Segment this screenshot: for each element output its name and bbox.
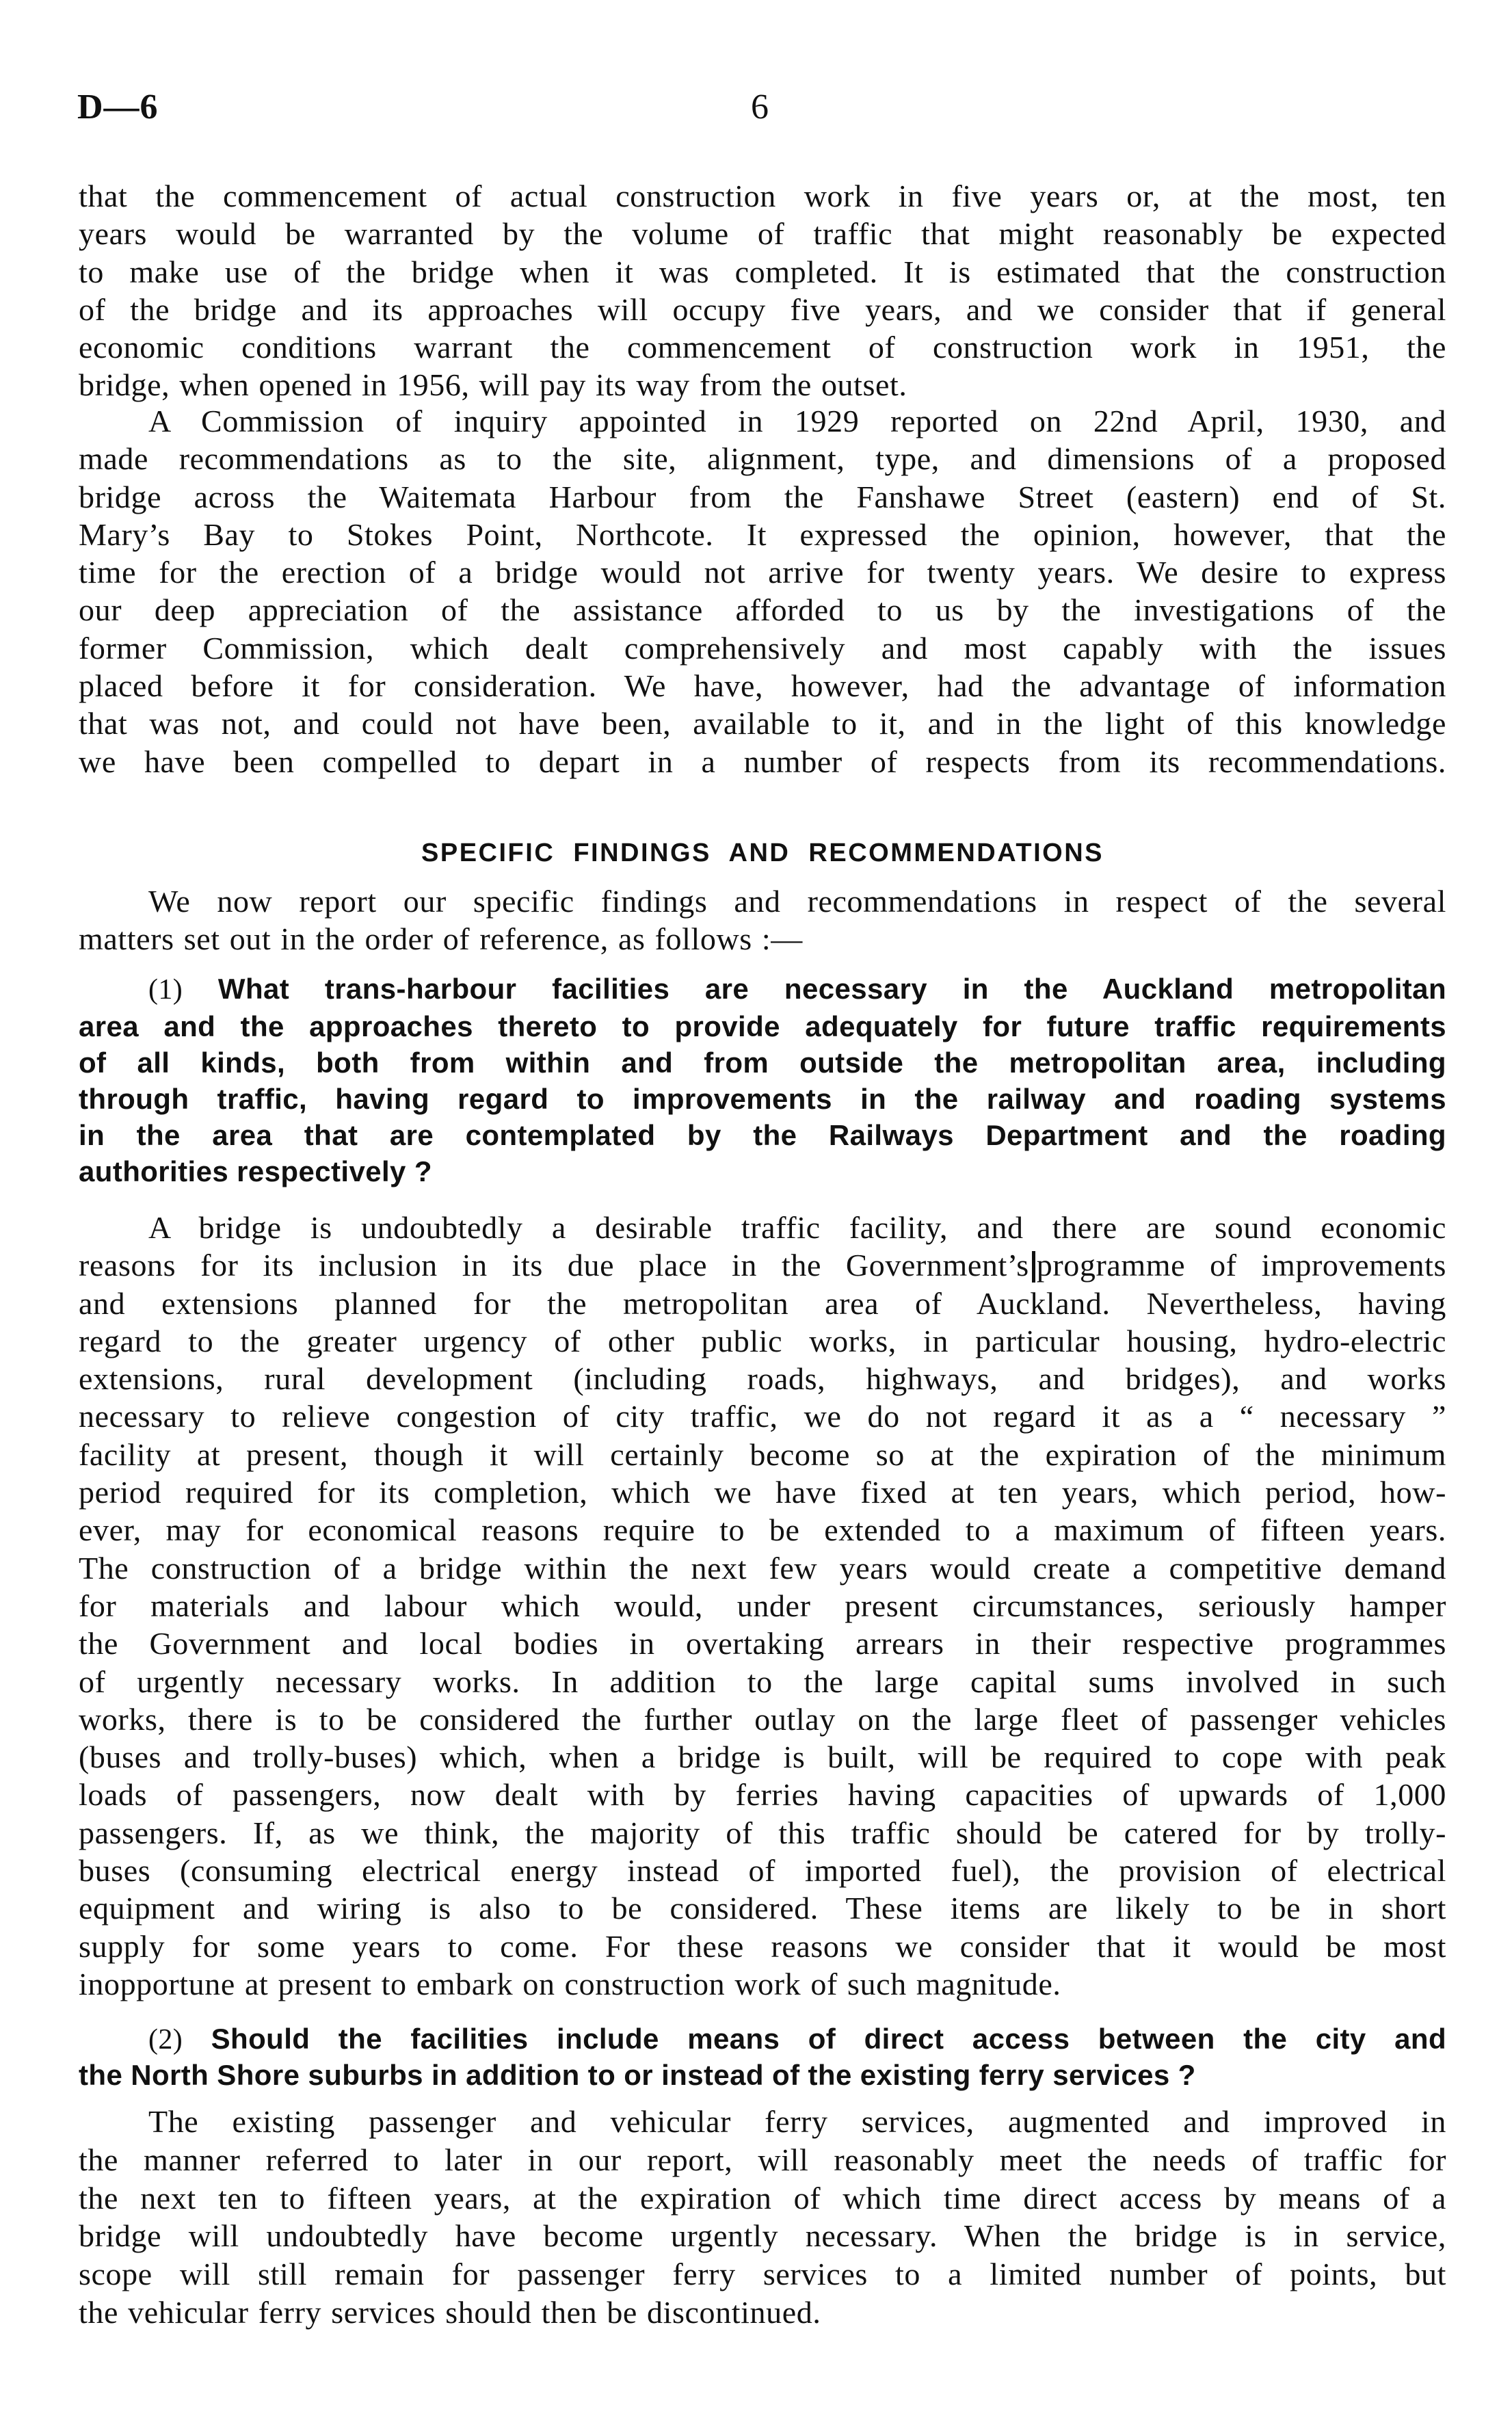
text-line: and extensions planned for the metropolitan area of Auckland. Nevertheless, having — [79, 1285, 1446, 1321]
text-line — [79, 1246, 1446, 1284]
text-line: to make use of the bridge when it was completed. It is estimated that the construction — [79, 254, 1446, 289]
text-line: the Government and local bodies in overtaking arrears in their respective programmes — [79, 1626, 1446, 1661]
question-line — [79, 971, 1446, 1008]
text-line: economic conditions warrant the commencement of construction work in 1951, the — [79, 330, 1446, 365]
text-line: supply for some years to come. For these reasons we consider that it would be most — [79, 1928, 1446, 1964]
paragraph-continuation — [79, 177, 1446, 404]
text-line: former Commission, which dealt comprehensively and most capably with the issues — [79, 630, 1446, 666]
text-line: loads of passengers, now dealt with by ferries having capacities of upwards of 1,000 — [79, 1777, 1446, 1813]
document-reference: D—6 — [77, 88, 159, 127]
text-line: extensions, rural development (including roads, highways, and bridges), and works — [79, 1361, 1446, 1397]
paragraph-commission-1929 — [79, 402, 1446, 780]
text-line: of the bridge and its approaches will occupy five years, and we consider that if general — [79, 291, 1446, 327]
paragraph-intro-findings — [79, 882, 1446, 958]
text-line: The existing passenger and vehicular ferry services, augmented and improved in — [148, 2104, 1446, 2139]
question-number: (1) — [148, 974, 183, 1006]
text-line: A Commission of inquiry appointed in 1929 reported on 22nd April, 1930, and — [148, 404, 1446, 438]
question-text: Should the facilities include means of direct access between the city and — [211, 2023, 1446, 2055]
text-line: time for the erection of a bridge would not arrive for twenty years. We desire to express — [79, 555, 1446, 590]
answer-1-paragraph — [79, 1209, 1446, 2003]
text-fragment: reasons for its inclusion in its due place in the Government’s — [79, 1248, 1029, 1283]
text-line: years would be warranted by the volume of traffic that might reasonably be expected — [79, 216, 1446, 252]
text-line: our deep appreciation of the assistance afforded to us by the investigations of the — [79, 592, 1446, 628]
text-line: bridge will undoubtedly have become urgently necessary. When the bridge is in service, — [79, 2218, 1446, 2254]
text-line: regard to the greater urgency of other public works, in particular housing, hydro-electric — [79, 1323, 1446, 1358]
text-line: we have been compelled to depart in a number of respects from its recommendations. — [79, 744, 1446, 779]
text-line: made recommendations as to the site, alignment, type, and dimensions of a proposed — [79, 441, 1446, 477]
text-line: equipment and wiring is also to be considered. These items are likely to be in short — [79, 1891, 1446, 1926]
text-line: period required for its completion, which we have fixed at ten years, which period, how- — [79, 1475, 1446, 1510]
question-line: area and the approaches thereto to provide adequately for future traffic requirements — [79, 1010, 1446, 1042]
text-line: inopportune at present to embark on construction work of such magnitude. — [79, 1966, 1061, 2001]
text-fragment: programme of improvements — [1036, 1248, 1446, 1283]
question-line: authorities respectively ? — [79, 1155, 432, 1187]
question-line: the North Shore suburbs in addition to or instead of the existing ferry services ? — [79, 2059, 1196, 2091]
text-line: that was not, and could not have been, available to it, and in the light of this knowledge — [79, 706, 1446, 741]
question-1 — [79, 971, 1446, 1190]
text-line: scope will still remain for passenger ferry services to a limited number of points, but — [79, 2257, 1446, 2292]
text-line: facility at present, though it will certainly become so at the expiration of the minimum — [79, 1436, 1446, 1472]
question-2 — [79, 2021, 1446, 2092]
question-line: through traffic, having regard to improvements in the railway and roading systems — [79, 1083, 1446, 1115]
question-line: in the area that are contemplated by the Railways Department and the roading — [79, 1119, 1446, 1151]
text-line: We now report our specific findings and recommendations in respect of the several — [148, 884, 1446, 919]
question-line — [79, 2021, 1446, 2058]
text-line: the next ten to fifteen years, at the expiration of which time direct access by means of a — [79, 2180, 1446, 2216]
page-number: 6 — [751, 88, 769, 127]
text-line: bridge, when opened in 1956, will pay its way from the outset. — [79, 367, 907, 403]
text-line: the vehicular ferry services should then be discontinued. — [79, 2294, 821, 2330]
text-line: the manner referred to later in our report, will reasonably meet the needs of traffic for — [79, 2142, 1446, 2177]
text-line: Mary’s Bay to Stokes Point, Northcote. It expressed the opinion, however, that the — [79, 516, 1446, 552]
text-line: passengers. If, as we think, the majority of this traffic should be catered for by trolly- — [79, 1815, 1446, 1850]
section-heading: SPECIFIC FINDINGS AND RECOMMENDATIONS — [421, 839, 1104, 867]
text-line: (buses and trolly-buses) which, when a bridge is built, will be required to cope with peak — [79, 1739, 1446, 1775]
text-line: for materials and labour which would, under present circumstances, seriously hamper — [79, 1588, 1446, 1623]
text-line: ever, may for economical reasons require to be extended to a maximum of fifteen years. — [79, 1512, 1446, 1548]
text-line: bridge across the Waitemata Harbour from the Fanshawe Street (eastern) end of St. — [79, 479, 1446, 514]
text-line: The construction of a bridge within the next few years would create a competitive demand — [79, 1550, 1446, 1586]
text-line: A bridge is undoubtedly a desirable traffic facility, and there are sound economic — [148, 1210, 1446, 1245]
question-line: of all kinds, both from within and from outside the metropolitan area, including — [79, 1047, 1446, 1079]
scan-artifact-bar — [1032, 1251, 1035, 1283]
answer-2-paragraph — [79, 2103, 1446, 2332]
text-line: necessary to relieve congestion of city traffic, we do not regard it as a “ necessary ” — [79, 1399, 1446, 1434]
question-number: (2) — [148, 2024, 183, 2055]
text-line: that the commencement of actual construction work in five years or, at the most, ten — [79, 179, 1446, 213]
text-line: matters set out in the order of reference, as follows :— — [79, 921, 803, 957]
text-line: placed before it for consideration. We have, however, had the advantage of information — [79, 668, 1446, 704]
question-text: What trans-harbour facilities are necessary in the Auckland metropolitan — [217, 973, 1446, 1005]
text-line: works, there is to be considered the further outlay on the large fleet of passenger vehicles — [79, 1701, 1446, 1737]
text-line: buses (consuming electrical energy instead of imported fuel), the provision of electrical — [79, 1853, 1446, 1889]
text-line: of urgently necessary works. In addition to the large capital sums involved in such — [79, 1664, 1446, 1699]
